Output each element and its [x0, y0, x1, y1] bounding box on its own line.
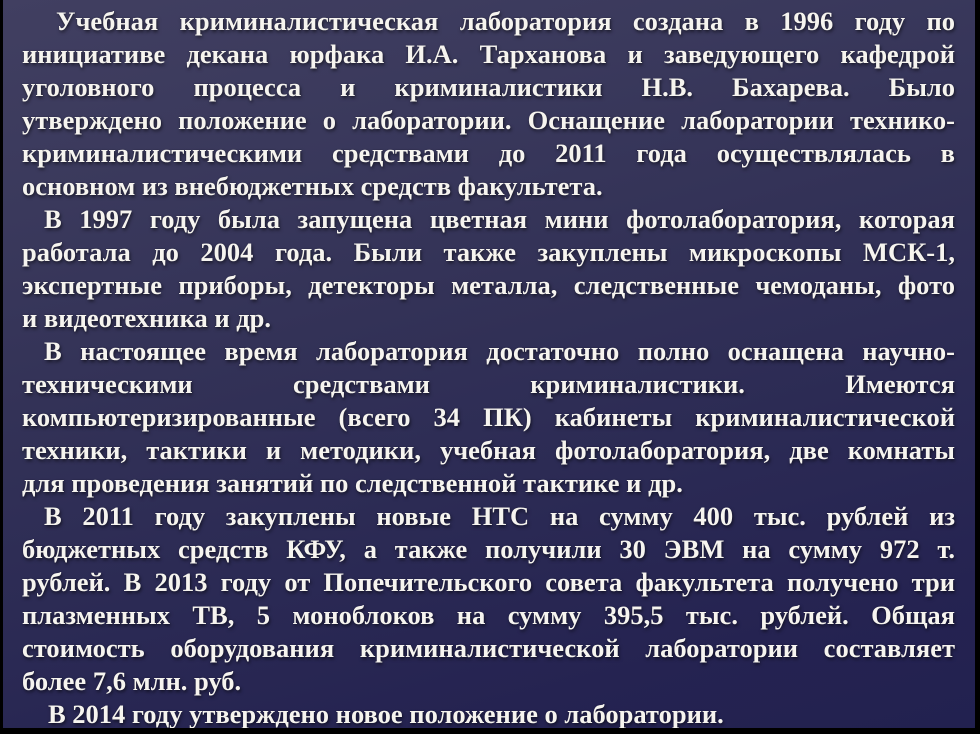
text-line: бюджетных средств КФУ, а также получили 30 ЭВМ на сумму 972 т. — [22, 534, 955, 564]
paragraph — [22, 335, 955, 500]
text-line: для проведения занятий по следственной тактике и др. — [22, 468, 683, 498]
text-line: Учебная криминалистическая лаборатория создана в 1996 году по — [56, 6, 955, 36]
text-line: экспертные приборы, детекторы металла, следственные чемоданы, фото — [22, 270, 955, 300]
text-line: работала до 2004 года. Были также закуплены микроскопы МСК-1, — [22, 237, 955, 267]
text-line: плазменных ТВ, 5 моноблоков на сумму 395,5 тыс. рублей. Общая — [22, 600, 955, 630]
paragraph — [22, 5, 955, 203]
text-line: В 2014 году утверждено новое положение о лаборатории. — [48, 699, 724, 729]
text-line: рублей. В 2013 году от Попечительского совета факультета получено три — [22, 567, 955, 597]
text-line: криминалистическими средствами до 2011 года осуществлялась в — [22, 138, 955, 168]
text-line: уголовного процесса и криминалистики Н.В. Бахарева. Было — [22, 72, 955, 102]
text-line: В 2011 году закуплены новые НТС на сумму 400 тыс. рублей из — [44, 501, 955, 531]
text-line: основном из внебюджетных средств факультета. — [22, 171, 603, 201]
text-line: В настоящее время лаборатория достаточно полно оснащена научно- — [44, 336, 955, 366]
slide-body-text — [3, 0, 975, 731]
text-line: техники, тактики и методики, учебная фотолаборатория, две комнаты — [22, 435, 955, 465]
text-line: утверждено положение о лаборатории. Оснащение лаборатории технико- — [22, 105, 955, 135]
text-line: инициативе декана юрфака И.А. Тарханова и заведующего кафедрой — [22, 39, 955, 69]
paragraph — [22, 500, 955, 698]
paragraph — [22, 203, 955, 335]
text-line: В 1997 году была запущена цветная мини фотолаборатория, которая — [44, 204, 955, 234]
text-line: компьютеризированные (всего 34 ПК) кабинеты криминалистической — [22, 402, 955, 432]
text-line: более 7,6 млн. руб. — [22, 666, 242, 696]
text-line: техническими средствами криминалистики. Имеются — [22, 369, 955, 399]
paragraph — [22, 698, 955, 731]
text-line: и видеотехника и др. — [22, 303, 271, 333]
text-line: стоимость оборудования криминалистической лаборатории составляет — [22, 633, 955, 663]
